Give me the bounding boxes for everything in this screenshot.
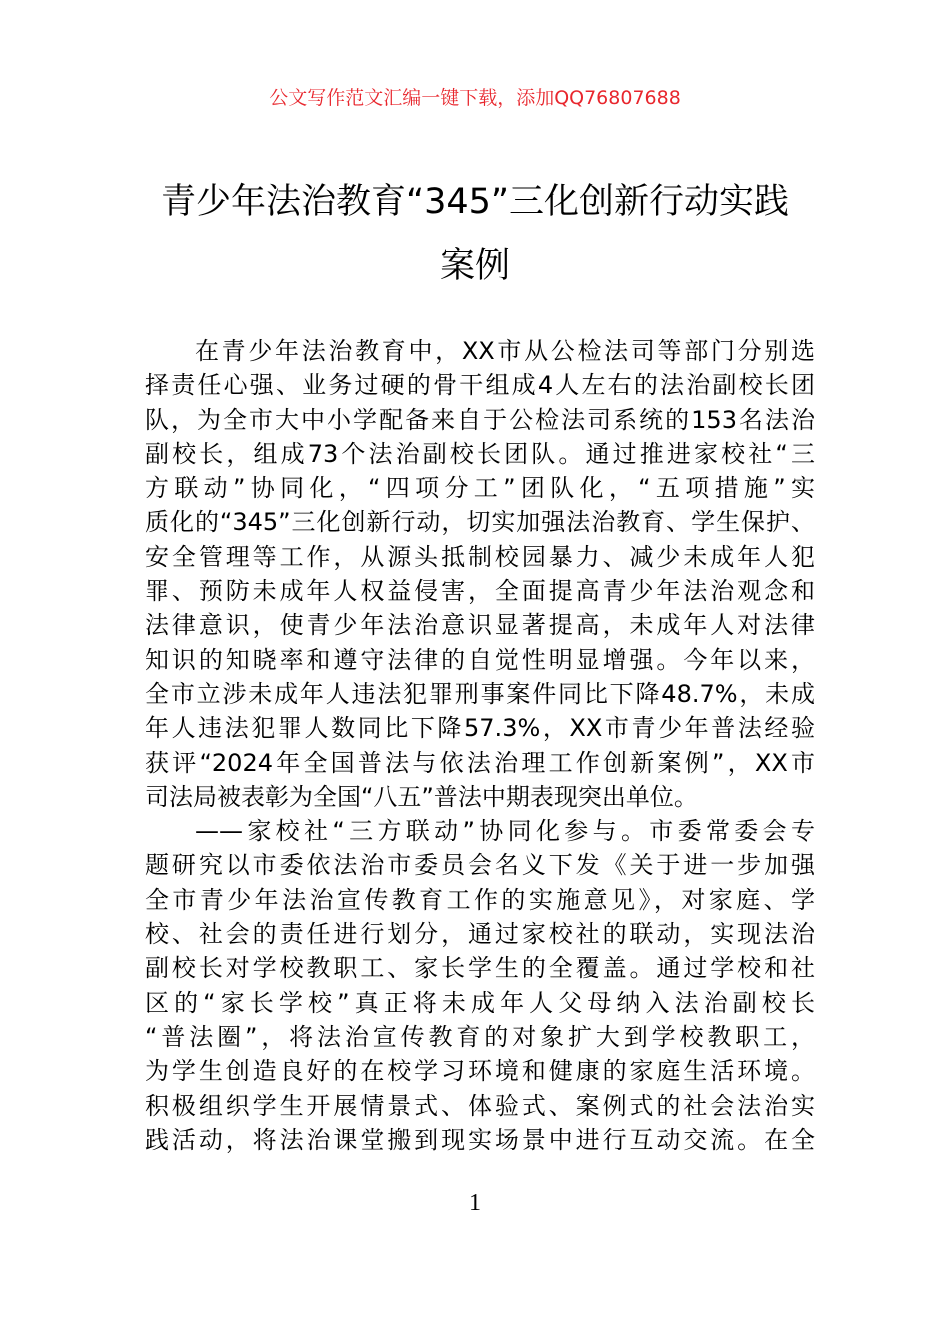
body-line: 践活动，将法治课堂搬到现实场景中进行互动交流。在全 bbox=[145, 1125, 815, 1154]
body-line: 为学生创造良好的在校学习环境和健康的家庭生活环境。 bbox=[145, 1057, 815, 1086]
body-line: 在青少年法治教育中，XX市从公检法司等部门分别选 bbox=[195, 337, 815, 365]
body-line: 择责任心强、业务过硬的骨干组成4人左右的法治副校长团 bbox=[145, 371, 815, 400]
title-line-1: 青少年法治教育“345”三化创新行动实践 bbox=[160, 182, 790, 222]
body-line: 安全管理等工作，从源头抵制校园暴力、减少未成年人犯 bbox=[145, 542, 815, 571]
header-download-note: 公文写作范文汇编一键下载，添加QQ76807688 bbox=[269, 87, 681, 109]
document-title bbox=[120, 170, 830, 298]
body-line: 题研究以市委依法治市委员会名义下发《关于进一步加强 bbox=[145, 851, 815, 880]
title-line-2: 案例 bbox=[439, 246, 510, 286]
body-line: 司法局被表彰为全国“八五”普法中期表现突出单位。 bbox=[145, 782, 698, 811]
body-line: 队，为全市大中小学配备来自于公检法司系统的153名法治 bbox=[145, 405, 815, 434]
body-line: “普法圈”，将法治宣传教育的对象扩大到学校教职工， bbox=[145, 1022, 815, 1051]
page-number: 1 bbox=[469, 1190, 481, 1216]
body-line: 质化的“345”三化创新行动，切实加强法治教育、学生保护、 bbox=[145, 508, 815, 537]
body-line: 全市青少年法治宣传教育工作的实施意见》，对家庭、学 bbox=[145, 885, 815, 914]
body-line: 罪、预防未成年人权益侵害，全面提高青少年法治观念和 bbox=[145, 577, 815, 606]
document-body bbox=[145, 334, 815, 1157]
body-line: 副校长对学校教职工、家长学生的全覆盖。通过学校和社 bbox=[145, 954, 815, 983]
body-line: 积极组织学生开展情景式、体验式、案例式的社会法治实 bbox=[145, 1091, 815, 1120]
body-line: 方联动”协同化，“四项分工”团队化，“五项措施”实 bbox=[145, 474, 815, 503]
body-line: 法律意识，使青少年法治意识显著提高，未成年人对法律 bbox=[145, 611, 815, 640]
body-line: 年人违法犯罪人数同比下降57.3%，XX市青少年普法经验 bbox=[145, 714, 815, 743]
body-line: 副校长，组成73个法治副校长团队。通过推进家校社“三 bbox=[145, 439, 815, 468]
body-line: 区的“家长学校”真正将未成年人父母纳入法治副校长 bbox=[145, 988, 815, 1017]
body-line: 校、社会的责任进行划分，通过家校社的联动，实现法治 bbox=[145, 920, 815, 949]
body-line: ——家校社“三方联动”协同化参与。市委常委会专 bbox=[195, 817, 815, 846]
body-line: 全市立涉未成年人违法犯罪刑事案件同比下降48.7%，未成 bbox=[145, 679, 815, 708]
body-line: 获评“2024年全国普法与依法治理工作创新案例”，XX市 bbox=[145, 748, 815, 777]
body-line: 知识的知晓率和遵守法律的自觉性明显增强。今年以来， bbox=[145, 645, 815, 674]
